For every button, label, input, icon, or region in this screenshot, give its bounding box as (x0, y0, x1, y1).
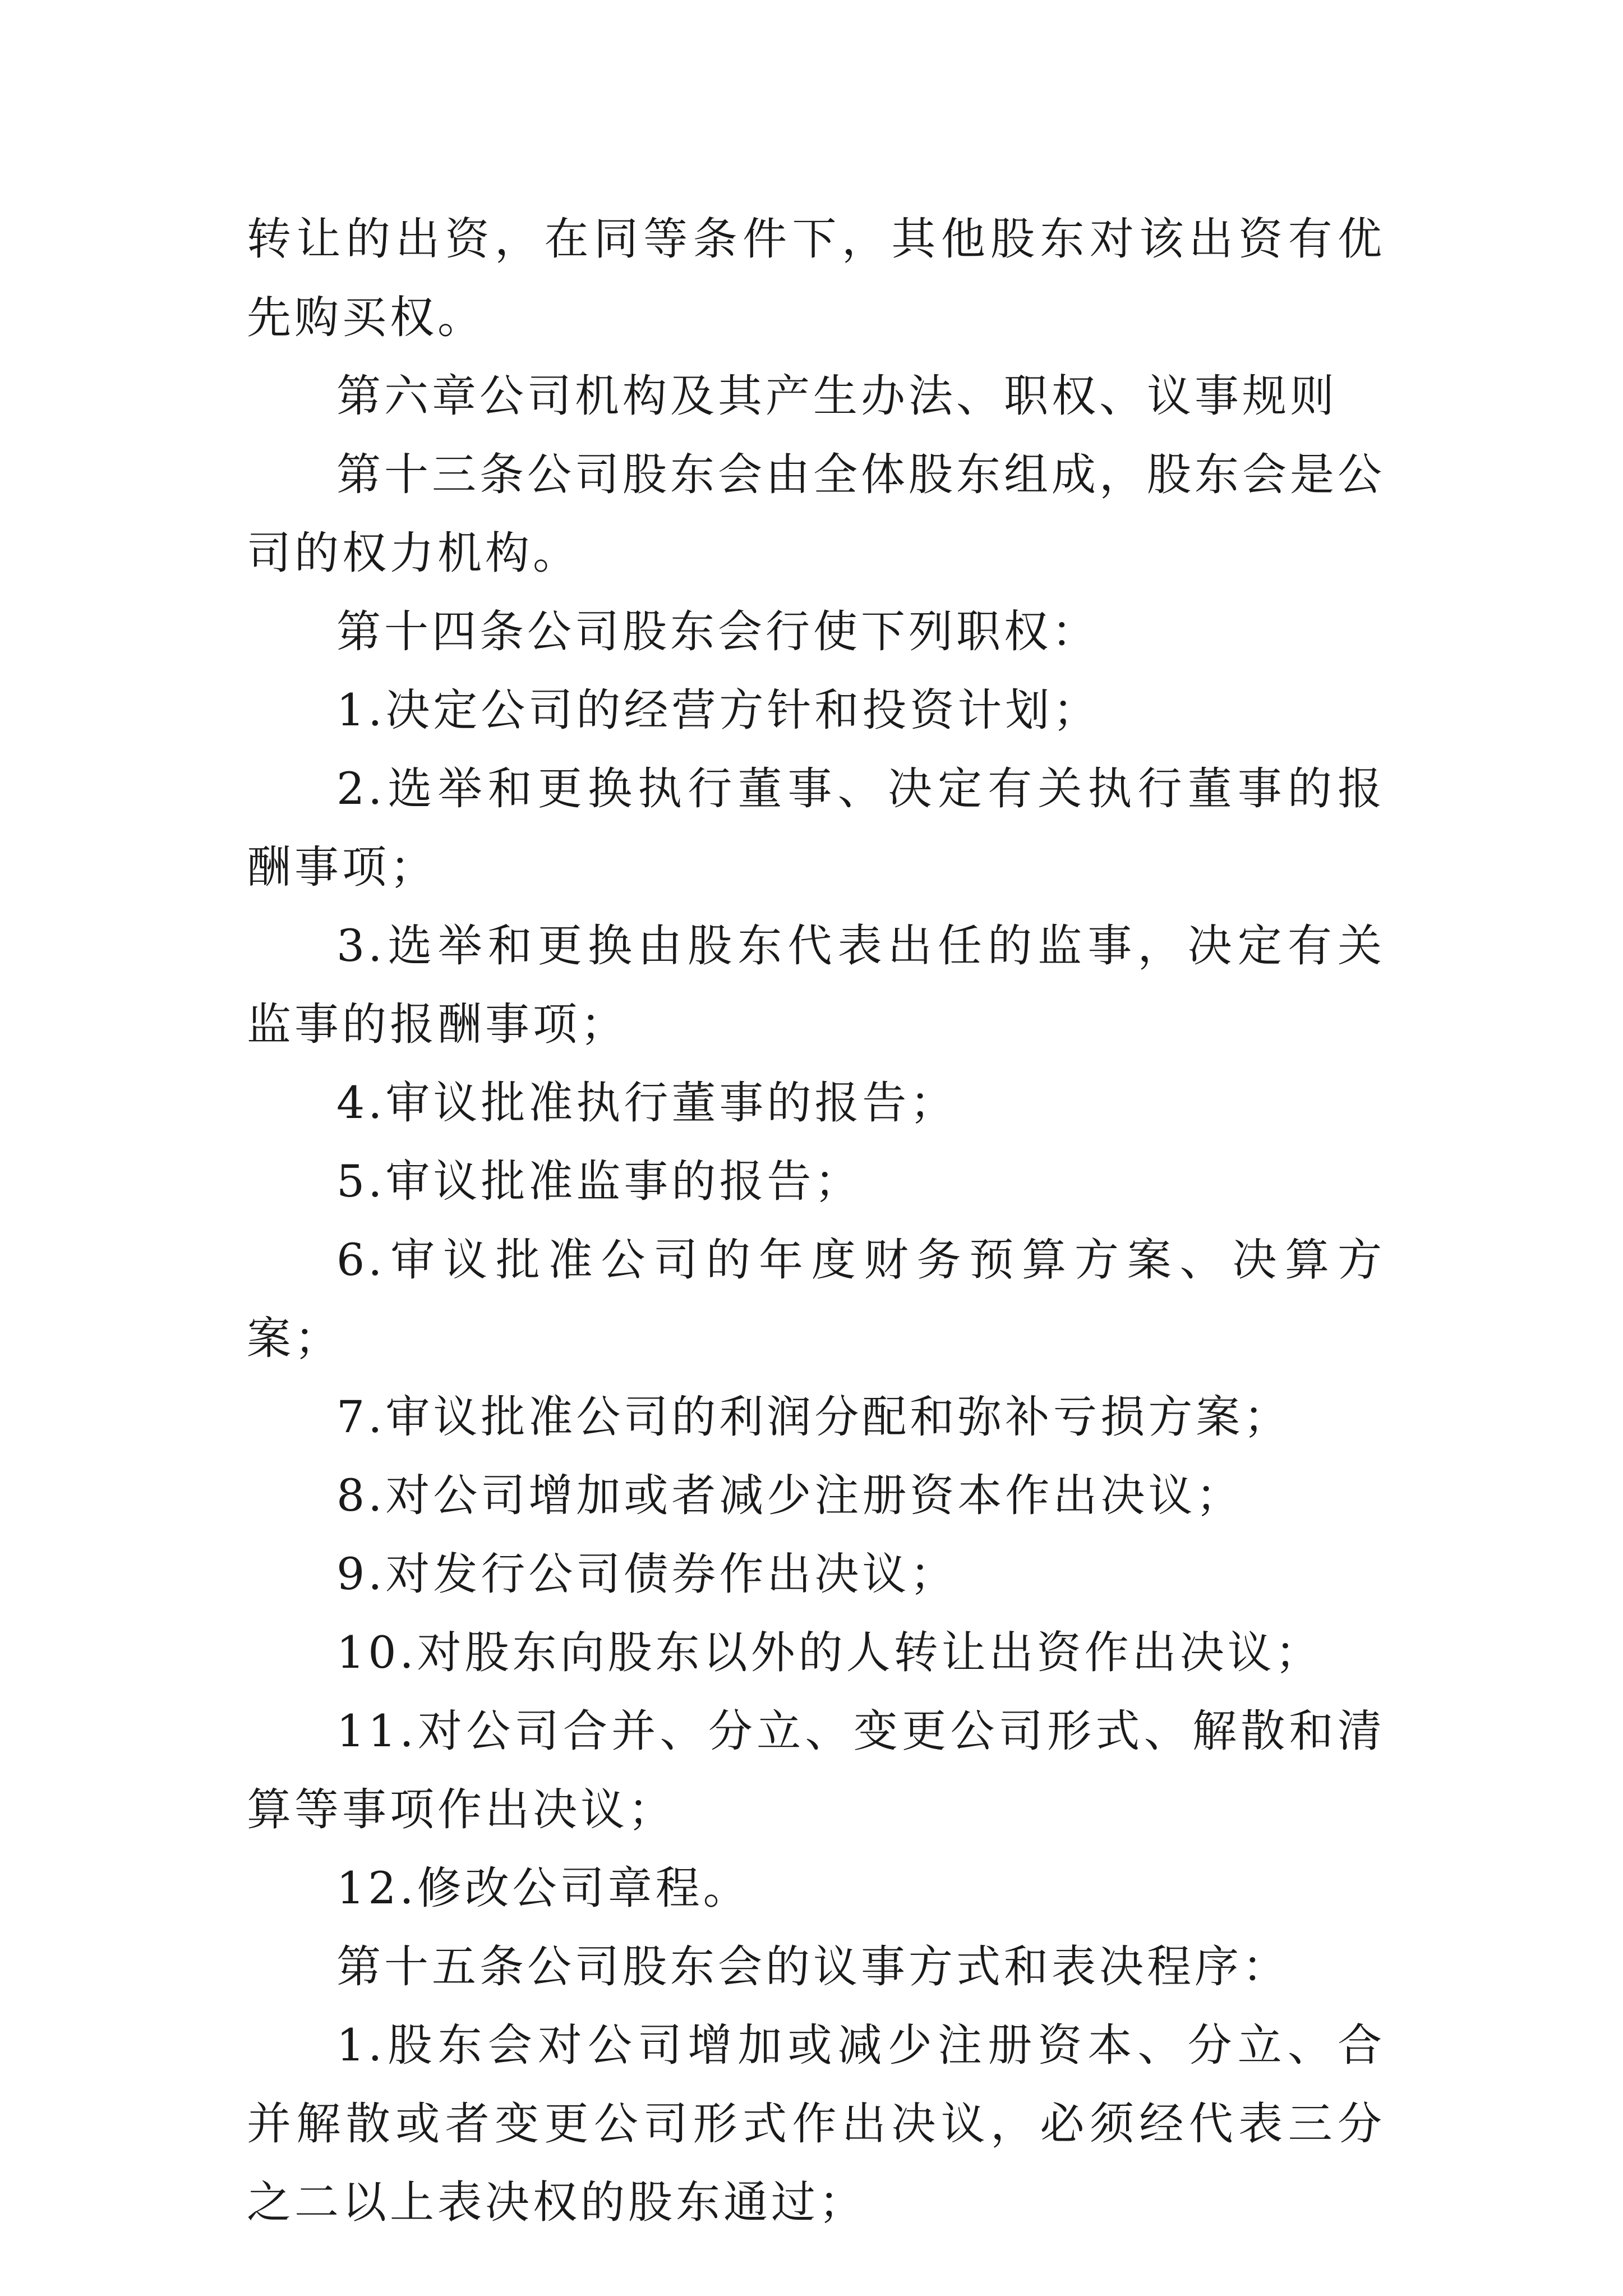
list-item: 11.对公司合并、分立、变更公司形式、解散和清算等事项作出决议； (247, 1705, 1385, 1835)
paragraph: 第十四条公司股东会行使下列职权： (336, 606, 1099, 657)
list-item: 12.修改公司章程。 (336, 1862, 751, 1914)
paragraph: 第十五条公司股东会的议事方式和表决程序： (336, 1941, 1290, 1993)
list-item: 4.审议批准执行董事的报告； (336, 1077, 958, 1129)
list-item: 10.对股东向股东以外的人转让出资作出决议； (336, 1627, 1323, 1678)
list-item: 2.选举和更换执行董事、决定有关执行董事的报酬事项； (247, 763, 1385, 893)
list-item: 1.股东会对公司增加或减少注册资本、分立、合并解散或者变更公司形式作出决议，必须经代表三分之二以上表决权的股东通过； (247, 2019, 1385, 2228)
paragraph: 转让的出资，在同等条件下，其他股东对该出资有优先购买权。 (247, 213, 1385, 343)
list-item: 7.审议批准公司的利润分配和弥补亏损方案； (336, 1391, 1292, 1443)
document-body (247, 200, 1385, 2242)
list-item: 6.审议批准公司的年度财务预算方案、决算方案； (247, 1234, 1385, 1364)
list-item: 3.选举和更换由股东代表出任的监事，决定有关监事的报酬事项； (247, 920, 1385, 1050)
list-item: 8.对公司增加或者减少注册资本作出决议； (336, 1470, 1244, 1521)
list-item: 9.对发行公司债券作出决议； (336, 1548, 958, 1600)
list-item: 5.审议批准监事的报告； (336, 1156, 863, 1207)
chapter-heading: 第六章公司机构及其产生办法、职权、议事规则 (336, 370, 1338, 422)
list-item: 1.决定公司的经营方针和投资计划； (336, 684, 1101, 736)
paragraph: 第十三条公司股东会由全体股东组成，股东会是公司的权力机构。 (247, 449, 1385, 579)
